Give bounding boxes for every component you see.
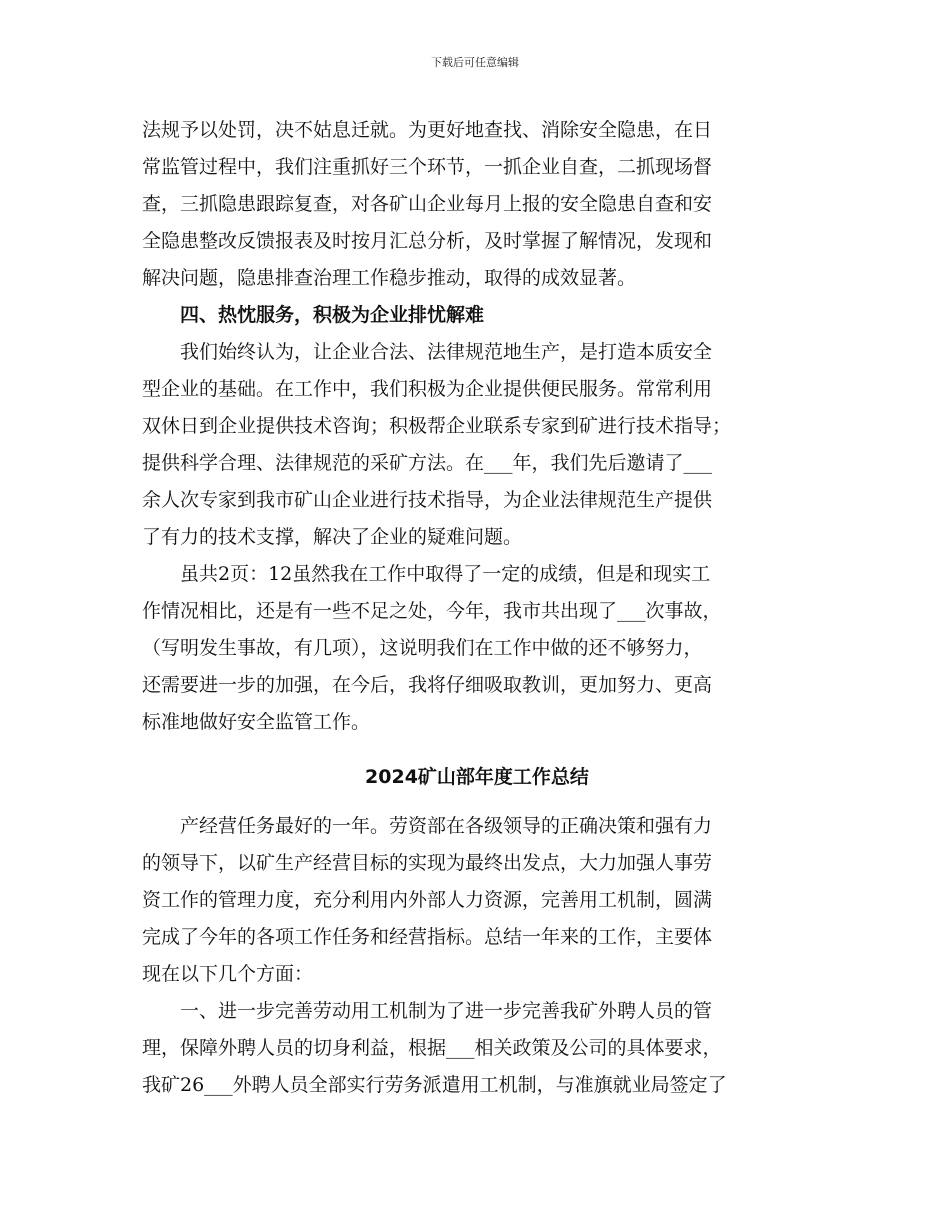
text-line: 现在以下几个方面：: [142, 963, 314, 985]
text-line: （写明发生事故，有几项），这说明我们在工作中做的还不够努力，: [142, 637, 703, 659]
text-line: 资工作的管理力度，充分利用内外部人力资源，完善用工机制，圆满: [142, 889, 713, 911]
text-line: 双休日到企业提供技术咨询；积极帮企业联系专家到矿进行技术指导；: [142, 415, 732, 437]
document-body: [142, 112, 812, 1104]
paragraph-labor-intro: [142, 808, 812, 993]
text-line: 产经营任务最好的一年。劳资部在各级领导的正确决策和强有力: [142, 815, 713, 837]
text-line: 的领导下，以矿生产经营目标的实现为最终出发点，大力加强人事劳: [142, 852, 713, 874]
text-line: 了有力的技术支撑，解决了企业的疑难问题。: [142, 526, 523, 548]
section-heading-service: 四、热忱服务，积极为企业排忧解难: [142, 304, 485, 326]
text-line: 我们始终认为，让企业合法、法律规范地生产，是打造本质安全: [142, 341, 713, 363]
text-line: 完成了今年的各项工作任务和经营指标。总结一年来的工作，主要体: [142, 926, 713, 948]
paragraph-shortcomings: [142, 556, 812, 741]
text-line: 提供科学合理、法律规范的采矿方法。在___年，我们先后邀请了___: [142, 452, 713, 474]
paragraph-service: [142, 334, 812, 556]
paragraph-enforcement: [142, 112, 812, 297]
text-line: 作情况相比，还是有一些不足之处，今年，我市共出现了___次事故，: [142, 600, 722, 622]
document-title: 2024矿山部年度工作总结: [365, 766, 589, 788]
text-line: 解决问题，隐患排查治理工作稳步推动，取得的成效显著。: [142, 267, 637, 289]
text-line: 型企业的基础。在工作中，我们积极为企业提供便民服务。常常利用: [142, 378, 713, 400]
text-line: 法规予以处罚，决不姑息迁就。为更好地查找、消除安全隐患，在日: [142, 119, 713, 141]
text-line: 虽共2页：12虽然我在工作中取得了一定的成绩，但是和现实工: [142, 563, 711, 585]
text-line: 查，三抓隐患跟踪复查，对各矿山企业每月上报的安全隐患自查和安: [142, 193, 713, 215]
text-line: 标准地做好安全监管工作。: [142, 711, 371, 733]
text-line: 我矿26___外聘人员全部实行劳务派遣用工机制，与准旗就业局签定了: [142, 1074, 727, 1096]
text-line: 常监管过程中，我们注重抓好三个环节，一抓企业自查，二抓现场督: [142, 156, 713, 178]
text-line: 余人次专家到我市矿山企业进行技术指导，为企业法律规范生产提供: [142, 489, 713, 511]
text-line: 理，保障外聘人员的切身利益，根据___相关政策及公司的具体要求，: [142, 1037, 722, 1059]
text-line: 还需要进一步的加强，在今后，我将仔细吸取教训，更加努力、更高: [142, 674, 713, 696]
text-line: 一、进一步完善劳动用工机制为了进一步完善我矿外聘人员的管: [142, 1000, 713, 1022]
text-line: 全隐患整改反馈报表及时按月汇总分析，及时掌握了解情况，发现和: [142, 230, 713, 252]
page-header: 下载后可任意编辑: [431, 56, 519, 69]
paragraph-labor-mechanism: [142, 993, 812, 1104]
